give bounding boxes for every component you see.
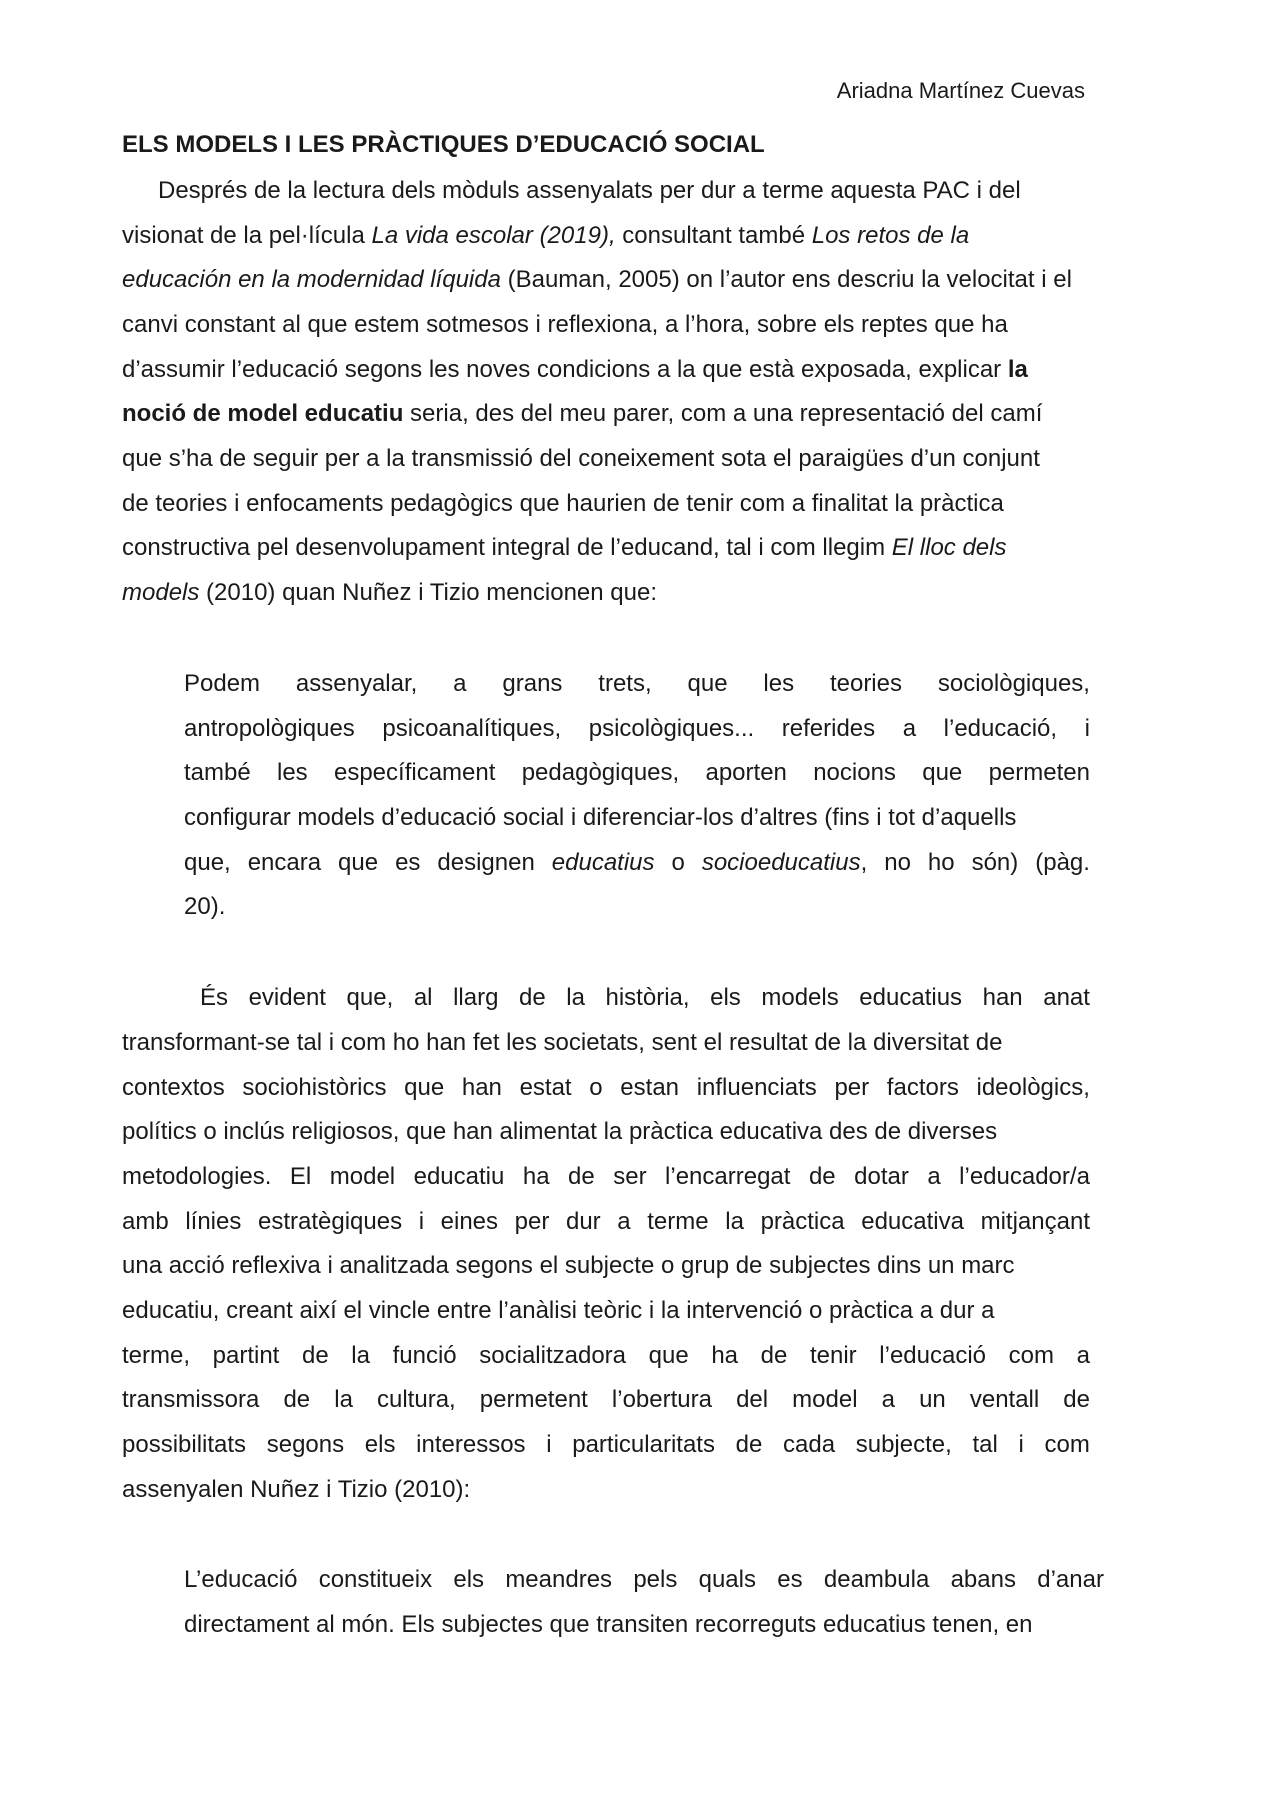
word: trets, — [598, 670, 652, 697]
word: educatiu — [413, 1163, 505, 1190]
word: permeten — [988, 759, 1090, 786]
author-name: Ariadna Martínez Cuevas — [836, 78, 1085, 103]
word: a — [927, 1163, 941, 1190]
word: llarg — [453, 984, 499, 1011]
word: estat — [519, 1074, 572, 1101]
text-line: educación en la modernidad líquida (Bauman, 2005) on l’autor ens descriu la velocitat i el — [122, 266, 1072, 293]
word: L’educació — [184, 1566, 298, 1593]
word: terme, — [122, 1342, 191, 1369]
word: les — [763, 670, 795, 697]
word: de — [518, 984, 546, 1011]
word: assenyalar, — [295, 670, 418, 697]
text-line: assenyalen Nuñez i Tizio (2010): — [122, 1476, 471, 1503]
word: ser — [613, 1163, 647, 1190]
word: per — [514, 1208, 550, 1235]
word: mitjançant — [980, 1208, 1090, 1235]
word: deambula — [823, 1566, 930, 1593]
word: han — [982, 984, 1023, 1011]
word: interessos — [416, 1431, 526, 1458]
word: de — [1063, 1386, 1090, 1413]
word: referides — [781, 715, 876, 742]
book-title: models — [122, 579, 200, 606]
text-line — [122, 1071, 1090, 1105]
quote-line: directament al món. Els subjectes que transiten recorreguts educatius tenen, en — [184, 1611, 1033, 1638]
book-title: El lloc dels — [891, 534, 1007, 561]
word: a — [902, 715, 917, 742]
word: de — [808, 1163, 836, 1190]
word: ventall — [969, 1386, 1040, 1413]
word: i — [1018, 1431, 1024, 1458]
word: estratègiques — [257, 1208, 403, 1235]
word: a — [881, 1386, 895, 1413]
word: l’encarregat — [665, 1163, 791, 1190]
word: psicològiques... — [588, 715, 755, 742]
word: l’obertura — [611, 1386, 712, 1413]
word: a — [453, 670, 467, 697]
word: específicament — [333, 759, 496, 786]
word: evident — [248, 984, 326, 1011]
text-line: models (2010) quan Nuñez i Tizio mencionen que: — [122, 579, 657, 606]
word: tenir — [809, 1342, 857, 1369]
word: pels — [633, 1566, 678, 1593]
word: pedagògiques, — [521, 759, 680, 786]
word: teories — [829, 670, 902, 697]
word: socialitzadora — [479, 1342, 627, 1369]
word: que, — [346, 984, 394, 1011]
word: factors — [886, 1074, 959, 1101]
text-line — [122, 1339, 1090, 1373]
word: subjecte, — [855, 1431, 952, 1458]
key-concept: la — [1007, 356, 1028, 383]
word: de — [760, 1342, 788, 1369]
word: transmissora — [122, 1386, 260, 1413]
word: els — [364, 1431, 396, 1458]
word: d’anar — [1037, 1566, 1104, 1593]
word: model — [329, 1163, 396, 1190]
word: És — [200, 984, 229, 1011]
word: i — [546, 1431, 552, 1458]
quote-line: configurar models d’educació social i diferenciar-los d’altres (fins i tot d’aquells — [184, 804, 1017, 831]
word: educativa — [861, 1208, 964, 1235]
text-line: polítics o inclús religiosos, que han alimentat la pràctica educativa des de diverses — [122, 1118, 998, 1145]
word: meandres — [505, 1566, 613, 1593]
quote-line — [184, 1563, 1104, 1597]
word: segons — [266, 1431, 345, 1458]
word: partint — [212, 1342, 280, 1369]
text-line: que s’ha de seguir per a la transmissió del coneixement sota el paraigües d’un conjunt — [122, 445, 1040, 472]
word: particularitats — [572, 1431, 715, 1458]
word: Podem — [184, 670, 261, 697]
quote-line — [184, 667, 1090, 701]
quote-line — [184, 756, 1090, 790]
word: que — [687, 670, 728, 697]
book-title: educación en la modernidad líquida — [122, 266, 501, 293]
word: que — [404, 1074, 445, 1101]
word: grans — [502, 670, 563, 697]
word: han — [461, 1074, 502, 1101]
text-line — [122, 1160, 1090, 1194]
text-line: Després de la lectura dels mòduls assenyalats per dur a terme aquesta PAC i del — [158, 177, 1021, 204]
word: nocions — [813, 759, 896, 786]
word: dur — [565, 1208, 601, 1235]
word: com — [1008, 1342, 1054, 1369]
word: constitueix — [318, 1566, 433, 1593]
text-line — [122, 1383, 1090, 1417]
text-line: d’assumir l’educació segons les noves condicions a la que està exposada, explicar la — [122, 356, 1028, 383]
text-line — [200, 981, 1090, 1015]
text-line: educatiu, creant així el vincle entre l’anàlisi teòric i la intervenció o pràctica a dur a — [122, 1297, 995, 1324]
word: del — [736, 1386, 769, 1413]
quote-line: que, encara que es designen educatius o socioeducatius, no ho són) (pàg. — [184, 849, 1090, 876]
word: a — [617, 1208, 631, 1235]
word: de — [735, 1431, 763, 1458]
word: com — [1044, 1431, 1090, 1458]
word: l’educació, — [943, 715, 1058, 742]
word: terme — [647, 1208, 709, 1235]
word: model — [792, 1386, 858, 1413]
quote-line: 20). — [184, 893, 226, 920]
word: que — [922, 759, 963, 786]
word: anat — [1043, 984, 1090, 1011]
word: de — [301, 1342, 329, 1369]
word: i — [418, 1208, 425, 1235]
text-line: noció de model educatiu seria, des del meu parer, com a una representació del camí — [122, 400, 1043, 427]
text-line: constructiva pel desenvolupament integral de l’educand, tal i com llegim El lloc dels — [122, 534, 1007, 561]
word: tal — [972, 1431, 998, 1458]
word: cultura, — [377, 1386, 456, 1413]
text-line: transformant-se tal i com ho han fet les societats, sent el resultat de la diversitat de — [122, 1029, 1003, 1056]
word: cada — [783, 1431, 836, 1458]
word: la — [351, 1342, 370, 1369]
word: al — [413, 984, 433, 1011]
word: de — [283, 1386, 311, 1413]
text-line — [122, 1205, 1090, 1239]
document-title: ELS MODELS I LES PRÀCTIQUES D’EDUCACIÓ SOCIAL — [122, 131, 765, 158]
word: antropològiques — [184, 715, 355, 742]
word: ha — [711, 1342, 739, 1369]
word: aporten — [705, 759, 787, 786]
word: línies — [185, 1208, 242, 1235]
text-line: visionat de la pel·lícula La vida escolar (2019), consultant també Los retos de la — [122, 222, 970, 249]
text-line: de teories i enfocaments pedagògics que haurien de tenir com a finalitat la pràctica — [122, 490, 1004, 517]
word: per — [834, 1074, 870, 1101]
word: ha — [522, 1163, 550, 1190]
word: influenciats — [696, 1074, 817, 1101]
word: pràctica — [760, 1208, 845, 1235]
word: de — [568, 1163, 595, 1190]
word: El — [289, 1163, 312, 1190]
word: que — [648, 1342, 689, 1369]
key-concept: noció de model educatiu — [122, 400, 404, 427]
film-title: La vida escolar (2019), — [371, 222, 616, 249]
word: abans — [950, 1566, 1016, 1593]
word: contextos — [122, 1074, 225, 1101]
word: història, — [605, 984, 690, 1011]
word: a — [1076, 1342, 1090, 1369]
word: dotar — [854, 1163, 909, 1190]
word: la — [334, 1386, 353, 1413]
word: metodologies. — [122, 1163, 272, 1190]
word: també — [184, 759, 251, 786]
quote-line — [184, 712, 1090, 746]
text-line: una acció reflexiva i analitzada segons el subjecte o grup de subjectes dins un marc — [122, 1252, 1015, 1279]
word: els — [453, 1566, 485, 1593]
word: les — [277, 759, 308, 786]
word: psicoanalítiques, — [382, 715, 562, 742]
word: la — [725, 1208, 744, 1235]
word: es — [777, 1566, 803, 1593]
word: sociològiques, — [937, 670, 1090, 697]
word: educatius — [859, 984, 963, 1011]
book-title: Los retos de la — [811, 222, 970, 249]
word: l’educació — [879, 1342, 987, 1369]
word: sociohistòrics — [242, 1074, 387, 1101]
word: o — [589, 1074, 603, 1101]
word: amb — [122, 1208, 169, 1235]
text-line — [122, 1428, 1090, 1462]
word: els — [710, 984, 741, 1011]
word: funció — [392, 1342, 457, 1369]
word: un — [919, 1386, 946, 1413]
word: models — [761, 984, 839, 1011]
text-line: canvi constant al que estem sotmesos i reflexiona, a l’hora, sobre els reptes que ha — [122, 311, 1008, 338]
word: l’educador/a — [959, 1163, 1090, 1190]
word: possibilitats — [122, 1431, 247, 1458]
word: eines — [440, 1208, 499, 1235]
word: quals — [698, 1566, 756, 1593]
word: la — [566, 984, 585, 1011]
word: permetent — [479, 1386, 588, 1413]
word: estan — [620, 1074, 680, 1101]
word: i — [1084, 715, 1090, 742]
word: ideològics, — [976, 1074, 1090, 1101]
